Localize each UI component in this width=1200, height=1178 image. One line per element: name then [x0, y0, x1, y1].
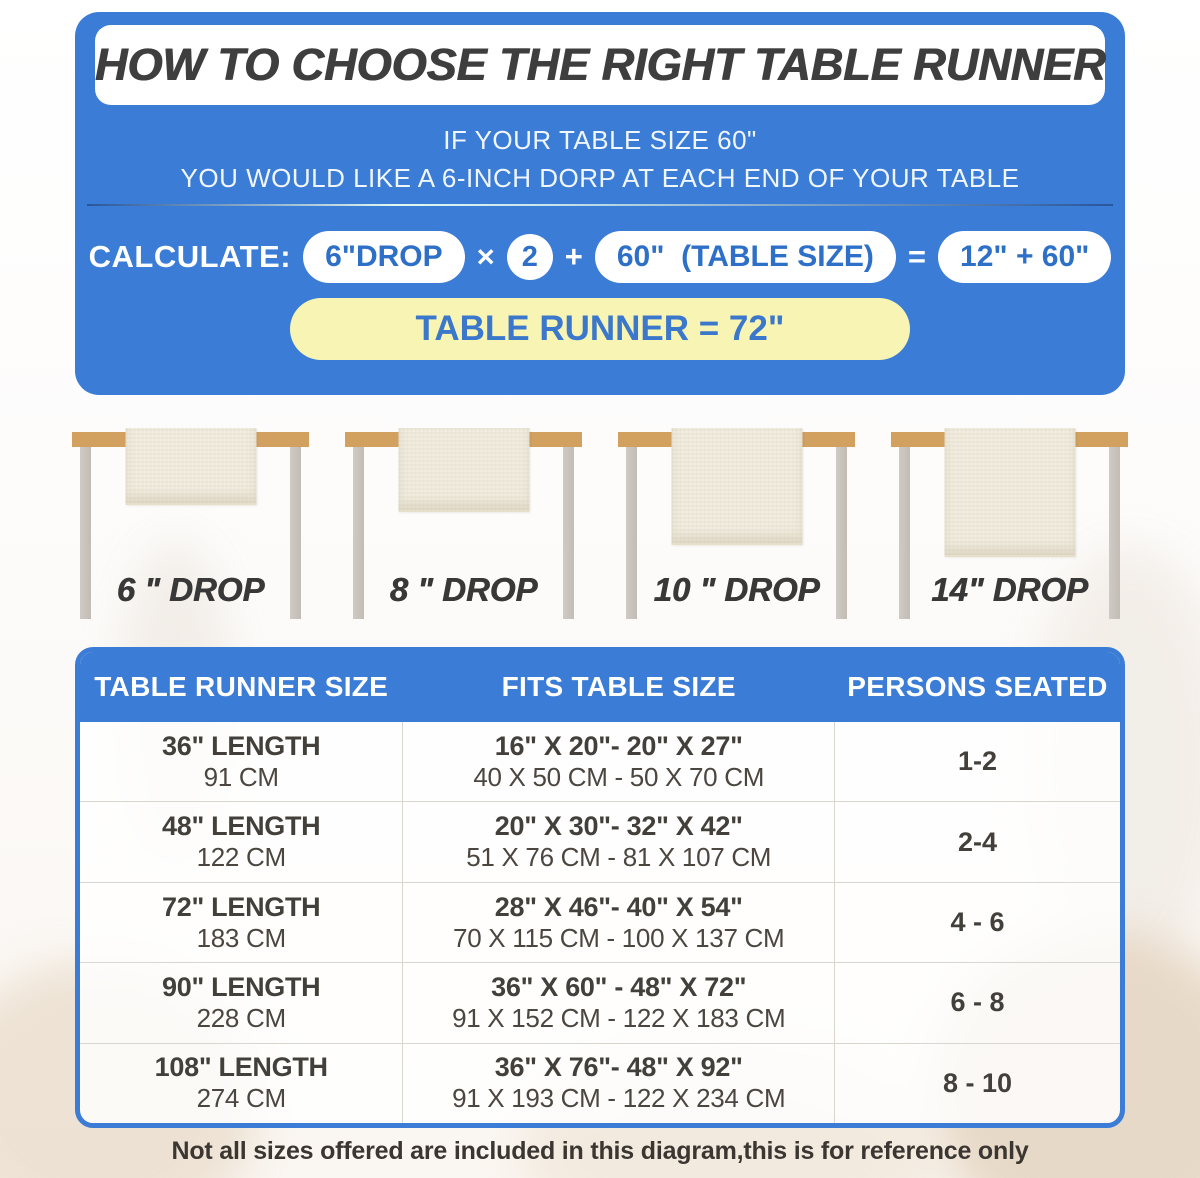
drop-label: 10 " DROP — [653, 571, 820, 608]
runner-size-inches: 36" LENGTH — [162, 730, 321, 761]
table-row — [80, 722, 1120, 801]
runner-size-cell — [80, 722, 402, 801]
footnote: Not all sizes offered are included in this diagram,this is for reference only — [171, 1137, 1029, 1165]
hero-panel — [75, 12, 1125, 395]
multiplier-badge: 2 — [507, 234, 553, 280]
subtitle-line-1: IF YOUR TABLE SIZE 60" — [443, 125, 757, 155]
table-size-pill: 60" (TABLE SIZE) — [595, 231, 896, 283]
runner-size-cm: 183 CM — [196, 922, 286, 953]
table-runner — [671, 428, 802, 545]
plus-operator: + — [564, 239, 583, 274]
runner-size-cm: 228 CM — [196, 1002, 286, 1033]
runner-size-cell — [80, 883, 402, 962]
drop-label: 6 " DROP — [116, 571, 265, 608]
calculate-label: CALCULATE: — [88, 239, 292, 274]
table-runner — [944, 428, 1075, 557]
table-runner — [125, 428, 256, 505]
size-table — [75, 647, 1125, 1128]
table-row — [80, 882, 1120, 962]
fits-cm: 91 X 193 CM - 122 X 234 CM — [452, 1083, 786, 1114]
fits-table-cell — [402, 722, 835, 801]
drop-label: 14" DROP — [931, 571, 1088, 608]
table-runner — [398, 428, 529, 512]
fits-table-cell — [402, 883, 835, 962]
fits-cm: 91 X 152 CM - 122 X 183 CM — [452, 1002, 786, 1033]
fits-table-cell — [402, 963, 835, 1042]
runner-size-inches: 48" LENGTH — [162, 811, 321, 842]
column-header-persons: PERSONS SEATED — [847, 671, 1108, 702]
title-box — [95, 25, 1105, 105]
runner-size-inches: 108" LENGTH — [154, 1052, 328, 1083]
table-row — [80, 962, 1120, 1042]
persons-seated: 1-2 — [957, 746, 997, 777]
result-pill: TABLE RUNNER = 72" — [290, 298, 910, 360]
fits-inches: 36" X 76"- 48" X 92" — [494, 1052, 743, 1083]
runner-size-cm: 91 CM — [203, 761, 279, 792]
table-figure-6-drop — [72, 418, 309, 648]
persons-cell — [835, 963, 1120, 1042]
column-header-runner-size: TABLE RUNNER SIZE — [94, 671, 389, 702]
fits-inches: 36" X 60" - 48" X 72" — [491, 971, 747, 1002]
table-figure-8-drop — [345, 418, 582, 648]
runner-size-cm: 274 CM — [196, 1083, 286, 1114]
persons-cell — [835, 722, 1120, 801]
equals-operator: = — [907, 239, 927, 274]
persons-seated: 2-4 — [957, 826, 997, 857]
column-header-fits-table: FITS TABLE SIZE — [501, 671, 736, 702]
table-figure-10-drop — [618, 418, 855, 648]
table-row — [80, 801, 1120, 881]
persons-seated: 4 - 6 — [950, 907, 1005, 938]
runner-size-cell — [80, 802, 402, 881]
runner-size-cm: 122 CM — [196, 842, 286, 873]
persons-seated: 8 - 10 — [942, 1067, 1013, 1098]
persons-cell — [835, 802, 1120, 881]
sum-pill: 12" + 60" — [938, 231, 1111, 283]
runner-size-inches: 90" LENGTH — [162, 971, 321, 1002]
fits-table-cell — [402, 802, 835, 881]
page-title: HOW TO CHOOSE THE RIGHT TABLE RUNNER — [94, 39, 1106, 90]
fits-table-cell — [402, 1044, 835, 1123]
fits-cm: 70 X 115 CM - 100 X 137 CM — [453, 922, 785, 953]
drop-label: 8 " DROP — [389, 571, 538, 608]
fits-cm: 40 X 50 CM - 50 X 70 CM — [473, 761, 765, 792]
fits-cm: 51 X 76 CM - 81 X 107 CM — [466, 842, 772, 873]
multiply-operator: × — [476, 239, 495, 274]
subtitle-line-2: YOU WOULD LIKE A 6-INCH DORP AT EACH END OF YOUR TABLE — [180, 163, 1020, 193]
fits-inches: 28" X 46"- 40" X 54" — [494, 891, 743, 922]
size-table-body — [80, 722, 1120, 1123]
calculation-formula — [75, 231, 1125, 283]
runner-size-cell — [80, 963, 402, 1042]
table-figure-14-drop — [891, 418, 1128, 648]
drop-value-pill: 6"DROP — [303, 231, 465, 283]
table-row — [80, 1043, 1120, 1123]
fits-inches: 20" X 30"- 32" X 42" — [494, 811, 743, 842]
fits-inches: 16" X 20"- 20" X 27" — [494, 730, 743, 761]
persons-seated: 6 - 8 — [950, 987, 1005, 1018]
drop-figures-row — [72, 418, 1128, 648]
persons-cell — [835, 1044, 1120, 1123]
runner-size-inches: 72" LENGTH — [162, 891, 321, 922]
hero-divider-line — [87, 204, 1113, 206]
persons-cell — [835, 883, 1120, 962]
size-table-header — [80, 652, 1120, 722]
runner-size-cell — [80, 1044, 402, 1123]
